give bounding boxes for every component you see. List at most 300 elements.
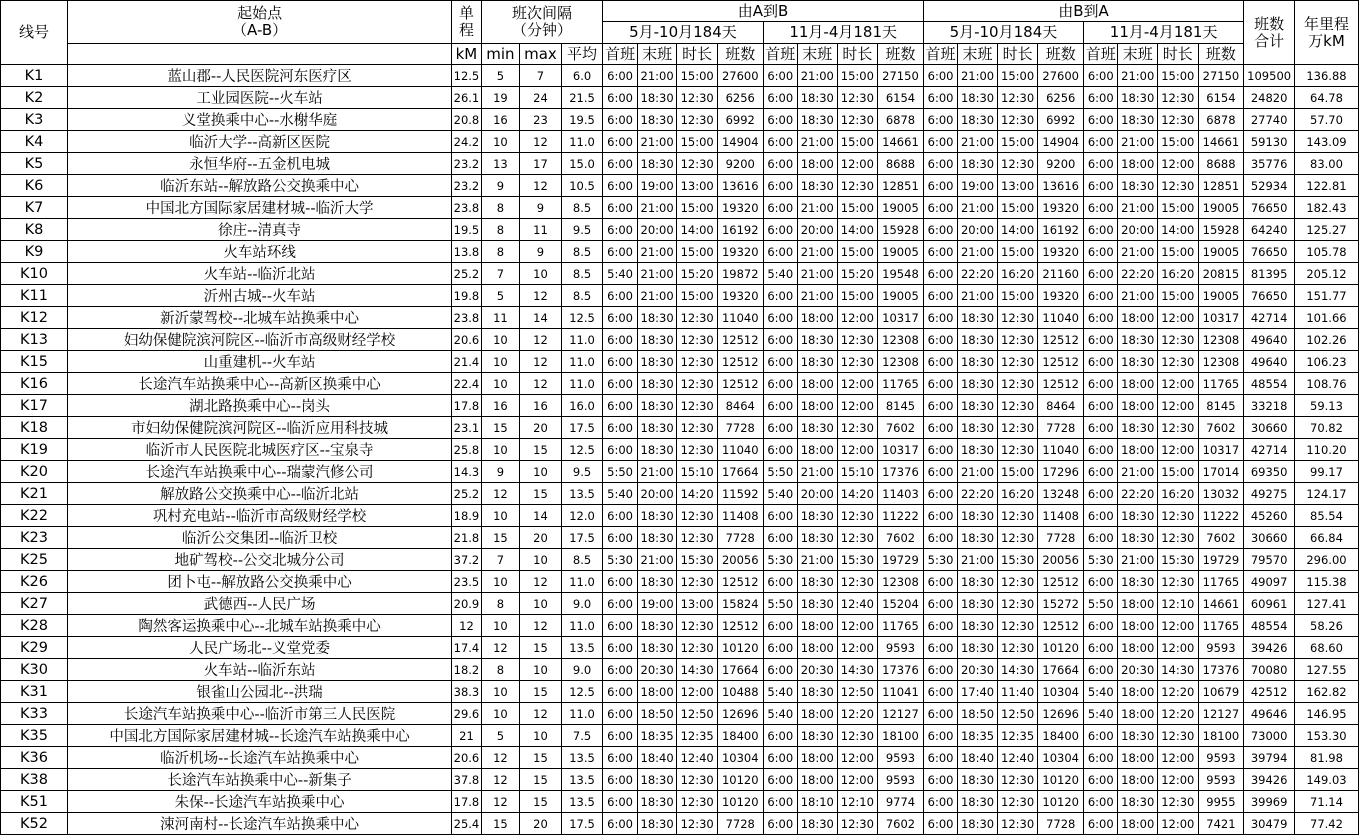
- cell-ab-winter-first: 6:00: [763, 219, 797, 241]
- cell-ba-summer-last: 21:00: [958, 241, 998, 263]
- cell-interval-min: 12: [481, 769, 520, 791]
- cell-ba-summer-duration: 12:30: [997, 637, 1038, 659]
- cell-interval-min: 9: [481, 175, 520, 197]
- cell-route: 临沂机场--长途汽车站换乘中心: [67, 747, 451, 769]
- cell-ba-summer-last: 18:30: [958, 307, 998, 329]
- cell-ab-winter-last: 18:00: [798, 703, 838, 725]
- cell-ba-winter-first: 5:40: [1084, 703, 1118, 725]
- cell-ab-winter-first: 6:00: [763, 109, 797, 131]
- cell-route: 火车站环线: [67, 241, 451, 263]
- cell-ab-winter-first: 6:00: [763, 725, 797, 747]
- cell-ba-winter-last: 22:20: [1118, 263, 1158, 285]
- cell-route: 中国北方国际家居建材城--临沂大学: [67, 197, 451, 219]
- cell-length: 26.1: [452, 87, 481, 109]
- cell-ab-summer-trips: 11040: [717, 439, 763, 461]
- cell-ba-winter-first: 5:30: [1084, 549, 1118, 571]
- cell-ba-summer-duration: 12:30: [997, 615, 1038, 637]
- cell-total-trips: 30660: [1244, 417, 1295, 439]
- cell-interval-max: 10: [520, 593, 562, 615]
- cell-route: 新沂蒙驾校--北城车站换乘中心: [67, 307, 451, 329]
- cell-interval-min: 10: [481, 439, 520, 461]
- cell-ab-winter-duration: 12:30: [837, 329, 878, 351]
- cell-length: 25.2: [452, 263, 481, 285]
- cell-total-trips: 49640: [1244, 351, 1295, 373]
- cell-total-trips: 39969: [1244, 791, 1295, 813]
- table-row: [1, 395, 1359, 417]
- cell-annual-mileage: 85.54: [1294, 505, 1358, 527]
- cell-annual-mileage: 70.82: [1294, 417, 1358, 439]
- header-max: max: [520, 44, 562, 65]
- cell-ab-summer-first: 6:00: [603, 505, 637, 527]
- cell-ab-winter-duration: 14:30: [837, 659, 878, 681]
- cell-interval-max: 12: [520, 329, 562, 351]
- cell-ab-winter-trips: 12851: [878, 175, 924, 197]
- cell-ab-summer-trips: 18400: [717, 725, 763, 747]
- cell-ab-summer-duration: 15:20: [677, 263, 718, 285]
- header-first: 首班: [763, 44, 797, 65]
- cell-ba-winter-trips: 12308: [1198, 351, 1244, 373]
- cell-ba-summer-duration: 16:20: [997, 263, 1038, 285]
- cell-ba-summer-last: 18:30: [958, 373, 998, 395]
- cell-ba-summer-duration: 12:30: [997, 791, 1038, 813]
- cell-ab-winter-trips: 15928: [878, 219, 924, 241]
- cell-interval-avg: 11.0: [561, 703, 603, 725]
- cell-route: 长途汽车站换乘中心--新集子: [67, 769, 451, 791]
- cell-ba-winter-duration: 12:30: [1158, 505, 1199, 527]
- cell-total-trips: 24820: [1244, 87, 1295, 109]
- cell-interval-min: 9: [481, 461, 520, 483]
- cell-interval-min: 12: [481, 747, 520, 769]
- cell-ab-summer-duration: 15:10: [677, 461, 718, 483]
- table-row: [1, 549, 1359, 571]
- header-annual-l1: 年里程: [1303, 14, 1349, 33]
- cell-ab-winter-trips: 19005: [878, 285, 924, 307]
- cell-ab-winter-duration: 12:00: [837, 307, 878, 329]
- cell-ab-winter-duration: 12:00: [837, 615, 878, 637]
- cell-interval-max: 9: [520, 241, 562, 263]
- cell-ab-summer-trips: 10120: [717, 791, 763, 813]
- cell-ba-summer-first: 6:00: [923, 175, 957, 197]
- cell-annual-mileage: 296.00: [1294, 549, 1358, 571]
- cell-ba-winter-duration: 14:00: [1158, 219, 1199, 241]
- cell-length: 13.8: [452, 241, 481, 263]
- cell-ab-winter-duration: 12:00: [837, 439, 878, 461]
- cell-ba-winter-trips: 20815: [1198, 263, 1244, 285]
- header-trips: 班数: [1038, 44, 1084, 65]
- cell-route: 解放路公交换乘中心--临沂北站: [67, 483, 451, 505]
- cell-length: 37.8: [452, 769, 481, 791]
- cell-ba-summer-last: 18:40: [958, 747, 998, 769]
- cell-interval-avg: 8.5: [561, 241, 603, 263]
- cell-ab-winter-trips: 11765: [878, 615, 924, 637]
- table-row: [1, 417, 1359, 439]
- cell-route: 永恒华府--五金机电城: [67, 153, 451, 175]
- table-row: [1, 241, 1359, 263]
- cell-interval-avg: 17.5: [561, 527, 603, 549]
- cell-total-trips: 30479: [1244, 813, 1295, 835]
- cell-ab-winter-last: 21:00: [798, 549, 838, 571]
- cell-ba-summer-last: 18:50: [958, 703, 998, 725]
- cell-length: 14.3: [452, 461, 481, 483]
- cell-ba-summer-trips: 19320: [1038, 241, 1084, 263]
- cell-interval-max: 12: [520, 571, 562, 593]
- cell-total-trips: 39426: [1244, 637, 1295, 659]
- cell-ab-summer-last: 18:30: [637, 571, 677, 593]
- cell-interval-max: 17: [520, 153, 562, 175]
- cell-annual-mileage: 146.95: [1294, 703, 1358, 725]
- cell-length: 24.2: [452, 131, 481, 153]
- cell-length: 17.8: [452, 395, 481, 417]
- cell-total-trips: 70080: [1244, 659, 1295, 681]
- cell-ab-winter-first: 6:00: [763, 373, 797, 395]
- header-total-l1: 班数: [1254, 14, 1285, 33]
- cell-ba-winter-trips: 12308: [1198, 329, 1244, 351]
- cell-ba-winter-last: 18:00: [1118, 637, 1158, 659]
- cell-ba-winter-last: 18:00: [1118, 769, 1158, 791]
- cell-ab-winter-first: 6:00: [763, 65, 797, 87]
- header-route: [67, 1, 451, 44]
- cell-line-number: K2: [1, 87, 68, 109]
- cell-ab-winter-first: 5:40: [763, 681, 797, 703]
- cell-ab-summer-last: 21:00: [637, 263, 677, 285]
- cell-ab-summer-duration: 15:00: [677, 131, 718, 153]
- cell-ab-summer-trips: 10120: [717, 769, 763, 791]
- cell-ba-summer-trips: 10120: [1038, 791, 1084, 813]
- cell-ab-summer-trips: 20056: [717, 549, 763, 571]
- cell-line-number: K6: [1, 175, 68, 197]
- cell-ba-summer-first: 6:00: [923, 439, 957, 461]
- cell-ba-winter-first: 6:00: [1084, 285, 1118, 307]
- header-first: 首班: [1084, 44, 1118, 65]
- cell-annual-mileage: 182.43: [1294, 197, 1358, 219]
- cell-ab-winter-first: 5:30: [763, 549, 797, 571]
- cell-ba-winter-duration: 16:20: [1158, 263, 1199, 285]
- cell-ba-summer-trips: 10304: [1038, 681, 1084, 703]
- cell-ba-summer-trips: 19320: [1038, 285, 1084, 307]
- cell-ab-winter-duration: 14:00: [837, 219, 878, 241]
- cell-ba-winter-last: 18:30: [1118, 351, 1158, 373]
- cell-annual-mileage: 71.14: [1294, 791, 1358, 813]
- cell-ab-summer-trips: 27600: [717, 65, 763, 87]
- cell-interval-min: 8: [481, 219, 520, 241]
- cell-ab-summer-last: 18:30: [637, 527, 677, 549]
- cell-ab-summer-last: 19:00: [637, 175, 677, 197]
- cell-ba-winter-last: 18:00: [1118, 615, 1158, 637]
- cell-total-trips: 76650: [1244, 197, 1295, 219]
- cell-annual-mileage: 124.17: [1294, 483, 1358, 505]
- cell-ab-summer-first: 6:00: [603, 615, 637, 637]
- cell-interval-avg: 8.5: [561, 263, 603, 285]
- cell-ba-summer-last: 21:00: [958, 197, 998, 219]
- cell-ab-winter-trips: 9593: [878, 747, 924, 769]
- cell-ab-summer-first: 6:00: [603, 439, 637, 461]
- cell-interval-min: 8: [481, 241, 520, 263]
- cell-annual-mileage: 59.13: [1294, 395, 1358, 417]
- cell-ba-winter-trips: 6154: [1198, 87, 1244, 109]
- header-length-l2: 程: [458, 21, 474, 39]
- cell-route: 临沂大学--高新区医院: [67, 131, 451, 153]
- cell-interval-avg: 11.0: [561, 615, 603, 637]
- cell-ba-winter-duration: 12:30: [1158, 87, 1199, 109]
- header-first: 首班: [603, 44, 637, 65]
- cell-ab-winter-first: 6:00: [763, 175, 797, 197]
- cell-ba-summer-trips: 6256: [1038, 87, 1084, 109]
- cell-interval-avg: 11.0: [561, 351, 603, 373]
- cell-ba-summer-trips: 10120: [1038, 769, 1084, 791]
- cell-ab-summer-first: 6:00: [603, 527, 637, 549]
- header-annual-mileage: [1294, 1, 1358, 65]
- cell-ba-winter-trips: 19005: [1198, 285, 1244, 307]
- table-row: [1, 373, 1359, 395]
- cell-line-number: K9: [1, 241, 68, 263]
- cell-interval-avg: 13.5: [561, 483, 603, 505]
- cell-ab-winter-last: 21:00: [798, 461, 838, 483]
- cell-interval-avg: 9.0: [561, 659, 603, 681]
- cell-ba-winter-duration: 12:20: [1158, 703, 1199, 725]
- cell-line-number: K29: [1, 637, 68, 659]
- table-row: [1, 153, 1359, 175]
- cell-ba-summer-trips: 12696: [1038, 703, 1084, 725]
- cell-ba-summer-last: 18:30: [958, 593, 998, 615]
- cell-interval-min: 10: [481, 681, 520, 703]
- cell-ba-summer-first: 6:00: [923, 637, 957, 659]
- cell-length: 25.4: [452, 813, 481, 835]
- cell-ab-winter-trips: 7602: [878, 813, 924, 835]
- cell-ba-winter-duration: 12:00: [1158, 439, 1199, 461]
- cell-ab-winter-last: 20:00: [798, 483, 838, 505]
- header-ba-winter: 11月-4月181天: [1084, 22, 1244, 44]
- cell-interval-avg: 13.5: [561, 637, 603, 659]
- cell-ab-summer-last: 21:00: [637, 549, 677, 571]
- cell-ba-summer-duration: 11:40: [997, 681, 1038, 703]
- cell-line-number: K30: [1, 659, 68, 681]
- cell-length: 18.9: [452, 505, 481, 527]
- cell-interval-avg: 17.5: [561, 813, 603, 835]
- cell-ab-summer-last: 18:30: [637, 769, 677, 791]
- cell-ab-winter-duration: 12:30: [837, 87, 878, 109]
- cell-total-trips: 49646: [1244, 703, 1295, 725]
- cell-ba-summer-trips: 17664: [1038, 659, 1084, 681]
- cell-ab-summer-trips: 9200: [717, 153, 763, 175]
- cell-ba-winter-first: 6:00: [1084, 263, 1118, 285]
- cell-interval-max: 15: [520, 769, 562, 791]
- cell-ab-summer-last: 18:30: [637, 615, 677, 637]
- cell-ba-summer-last: 18:30: [958, 791, 998, 813]
- cell-ba-summer-trips: 27600: [1038, 65, 1084, 87]
- cell-ab-winter-duration: 12:30: [837, 813, 878, 835]
- cell-ba-summer-trips: 12512: [1038, 351, 1084, 373]
- cell-ab-summer-trips: 10488: [717, 681, 763, 703]
- cell-ab-winter-trips: 19548: [878, 263, 924, 285]
- cell-ab-summer-duration: 12:30: [677, 505, 718, 527]
- cell-line-number: K1: [1, 65, 68, 87]
- cell-total-trips: 59130: [1244, 131, 1295, 153]
- cell-interval-min: 12: [481, 637, 520, 659]
- cell-ba-winter-trips: 11765: [1198, 615, 1244, 637]
- cell-ab-summer-last: 18:30: [637, 813, 677, 835]
- cell-ba-winter-duration: 15:00: [1158, 131, 1199, 153]
- cell-ab-summer-duration: 12:30: [677, 439, 718, 461]
- cell-ab-summer-duration: 12:30: [677, 373, 718, 395]
- cell-ba-winter-trips: 14661: [1198, 131, 1244, 153]
- cell-ba-summer-trips: 17296: [1038, 461, 1084, 483]
- cell-ab-winter-last: 21:00: [798, 285, 838, 307]
- cell-ba-winter-last: 18:30: [1118, 527, 1158, 549]
- cell-interval-min: 10: [481, 131, 520, 153]
- header-line-number: 线号: [1, 1, 68, 65]
- header-last: 末班: [637, 44, 677, 65]
- cell-ba-winter-last: 18:30: [1118, 417, 1158, 439]
- cell-ba-winter-duration: 14:30: [1158, 659, 1199, 681]
- cell-ba-summer-trips: 12512: [1038, 373, 1084, 395]
- cell-route: 临沂东站--解放路公交换乘中心: [67, 175, 451, 197]
- cell-ab-winter-duration: 12:00: [837, 153, 878, 175]
- cell-interval-min: 10: [481, 615, 520, 637]
- cell-ba-winter-last: 18:00: [1118, 681, 1158, 703]
- cell-ab-winter-first: 6:00: [763, 351, 797, 373]
- header-length: [452, 1, 481, 44]
- table-row: [1, 813, 1359, 835]
- cell-ab-winter-trips: 11222: [878, 505, 924, 527]
- cell-ab-summer-first: 6:00: [603, 351, 637, 373]
- cell-ab-summer-first: 6:00: [603, 703, 637, 725]
- cell-ba-winter-duration: 12:30: [1158, 571, 1199, 593]
- cell-line-number: K20: [1, 461, 68, 483]
- header-direction-ba: 由B到A: [923, 1, 1243, 22]
- table-row: [1, 593, 1359, 615]
- cell-ab-summer-trips: 12512: [717, 571, 763, 593]
- cell-ba-summer-first: 6:00: [923, 65, 957, 87]
- cell-ba-winter-trips: 11765: [1198, 571, 1244, 593]
- cell-length: 20.6: [452, 747, 481, 769]
- cell-ba-summer-duration: 15:00: [997, 461, 1038, 483]
- cell-ba-winter-duration: 15:30: [1158, 549, 1199, 571]
- cell-ba-summer-first: 6:00: [923, 681, 957, 703]
- cell-length: 20.6: [452, 329, 481, 351]
- cell-ab-winter-duration: 12:00: [837, 637, 878, 659]
- cell-line-number: K5: [1, 153, 68, 175]
- cell-route: 火车站--临沂北站: [67, 263, 451, 285]
- cell-ab-summer-first: 6:00: [603, 219, 637, 241]
- cell-route: 武德西--人民广场: [67, 593, 451, 615]
- cell-ab-summer-last: 18:30: [637, 637, 677, 659]
- table-row: [1, 307, 1359, 329]
- cell-ba-winter-duration: 12:30: [1158, 175, 1199, 197]
- cell-annual-mileage: 99.17: [1294, 461, 1358, 483]
- cell-line-number: K4: [1, 131, 68, 153]
- cell-ba-summer-duration: 14:00: [997, 219, 1038, 241]
- cell-ba-winter-first: 6:00: [1084, 571, 1118, 593]
- cell-ba-winter-last: 18:00: [1118, 373, 1158, 395]
- cell-length: 23.2: [452, 153, 481, 175]
- cell-ba-summer-first: 6:00: [923, 615, 957, 637]
- cell-interval-avg: 13.5: [561, 747, 603, 769]
- cell-annual-mileage: 125.27: [1294, 219, 1358, 241]
- cell-ba-winter-first: 5:40: [1084, 681, 1118, 703]
- cell-ba-summer-duration: 12:30: [997, 395, 1038, 417]
- cell-annual-mileage: 153.30: [1294, 725, 1358, 747]
- cell-ab-winter-duration: 15:00: [837, 131, 878, 153]
- cell-ba-winter-trips: 12851: [1198, 175, 1244, 197]
- header-direction-ab: 由A到B: [603, 1, 923, 22]
- cell-ba-winter-trips: 17014: [1198, 461, 1244, 483]
- cell-route: 长途汽车站换乘中心--瑞蒙汽修公司: [67, 461, 451, 483]
- cell-ba-winter-last: 18:30: [1118, 175, 1158, 197]
- header-trips: 班数: [878, 44, 924, 65]
- cell-ba-summer-first: 6:00: [923, 571, 957, 593]
- cell-ab-summer-last: 18:30: [637, 153, 677, 175]
- cell-ba-summer-first: 6:00: [923, 527, 957, 549]
- cell-ba-winter-trips: 27150: [1198, 65, 1244, 87]
- cell-interval-max: 9: [520, 197, 562, 219]
- cell-ab-winter-duration: 12:50: [837, 681, 878, 703]
- cell-ab-winter-first: 6:00: [763, 637, 797, 659]
- cell-ab-winter-first: 6:00: [763, 307, 797, 329]
- header-route-subtitle: （A-B）: [232, 21, 288, 39]
- cell-ab-winter-last: 18:00: [798, 307, 838, 329]
- cell-ab-winter-trips: 18100: [878, 725, 924, 747]
- cell-ab-winter-trips: 6154: [878, 87, 924, 109]
- cell-ab-winter-duration: 12:00: [837, 373, 878, 395]
- cell-ba-summer-duration: 15:00: [997, 241, 1038, 263]
- header-route-title: 起始点: [237, 4, 283, 22]
- cell-ab-summer-trips: 7728: [717, 417, 763, 439]
- table-row: [1, 615, 1359, 637]
- cell-ba-summer-trips: 12512: [1038, 329, 1084, 351]
- cell-ba-summer-trips: 10120: [1038, 637, 1084, 659]
- cell-interval-avg: 13.5: [561, 769, 603, 791]
- cell-interval-avg: 11.0: [561, 373, 603, 395]
- cell-ba-summer-trips: 20056: [1038, 549, 1084, 571]
- cell-ab-winter-first: 6:00: [763, 659, 797, 681]
- cell-ab-winter-trips: 12308: [878, 329, 924, 351]
- cell-interval-min: 15: [481, 813, 520, 835]
- cell-ab-summer-duration: 12:30: [677, 417, 718, 439]
- cell-ab-summer-first: 6:00: [603, 395, 637, 417]
- cell-ba-summer-last: 18:30: [958, 417, 998, 439]
- cell-ab-winter-duration: 12:30: [837, 505, 878, 527]
- cell-ab-winter-trips: 10317: [878, 307, 924, 329]
- cell-annual-mileage: 151.77: [1294, 285, 1358, 307]
- cell-total-trips: 109500: [1244, 65, 1295, 87]
- cell-interval-max: 20: [520, 813, 562, 835]
- cell-ab-summer-first: 6:00: [603, 307, 637, 329]
- cell-interval-max: 14: [520, 505, 562, 527]
- cell-ab-winter-first: 6:00: [763, 131, 797, 153]
- header-last: 末班: [958, 44, 998, 65]
- cell-ab-winter-trips: 11403: [878, 483, 924, 505]
- cell-interval-min: 7: [481, 263, 520, 285]
- cell-ba-winter-last: 18:00: [1118, 703, 1158, 725]
- cell-ba-winter-last: 18:00: [1118, 813, 1158, 835]
- cell-ba-winter-last: 20:30: [1118, 659, 1158, 681]
- cell-ba-summer-first: 6:00: [923, 373, 957, 395]
- cell-ba-winter-trips: 13032: [1198, 483, 1244, 505]
- cell-ab-winter-last: 18:00: [798, 395, 838, 417]
- cell-interval-min: 11: [481, 307, 520, 329]
- table-row: [1, 747, 1359, 769]
- cell-ab-winter-last: 21:00: [798, 197, 838, 219]
- cell-line-number: K17: [1, 395, 68, 417]
- cell-ba-summer-duration: 13:00: [997, 175, 1038, 197]
- cell-ba-winter-duration: 12:30: [1158, 527, 1199, 549]
- cell-ba-winter-first: 5:50: [1084, 593, 1118, 615]
- cell-route: 人民广场北--义堂党委: [67, 637, 451, 659]
- cell-ba-summer-first: 6:00: [923, 395, 957, 417]
- cell-total-trips: 39426: [1244, 769, 1295, 791]
- cell-ba-winter-last: 18:30: [1118, 571, 1158, 593]
- cell-ab-summer-last: 18:30: [637, 109, 677, 131]
